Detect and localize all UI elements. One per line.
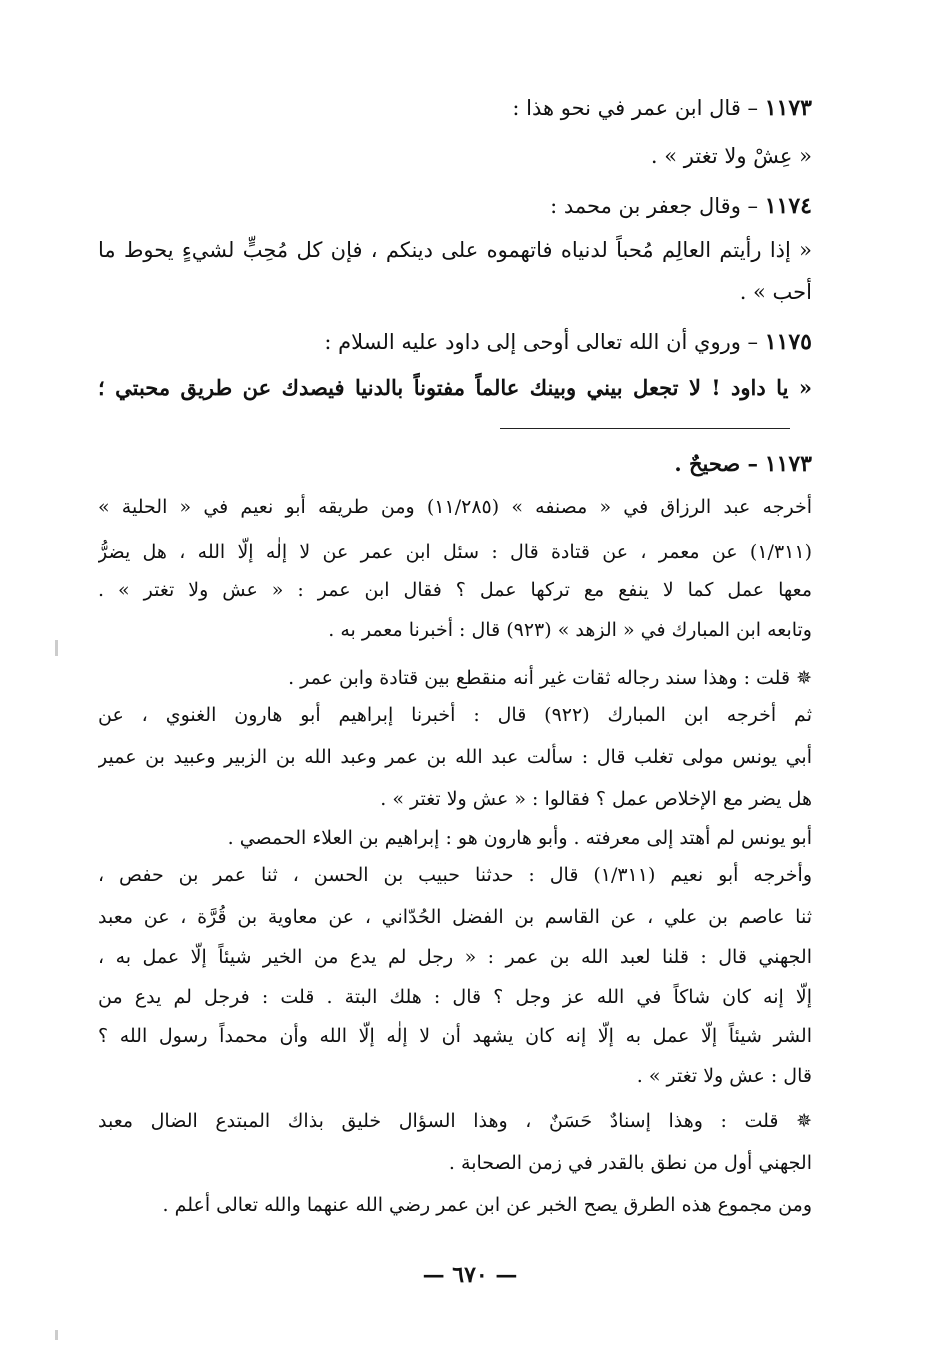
entry-1173-quote: « عِشْ ولا تغتر » .	[650, 144, 812, 168]
entry-number: ١١٧٤	[764, 193, 812, 219]
entry-1175-intro	[98, 326, 812, 358]
page-number-value: ٦٧٠	[452, 1262, 488, 1288]
footnote-line: (١/٣١١) عن معمر ، عن قتادة قال : سئل ابن عمر عن لا إلٰه إلّا الله ، هل يضرُّ	[98, 541, 812, 563]
footnote-note-line: ✵ قلت : وهذا إسنادٌ حَسَنٌ ، وهذا السؤال خليق بذاك المبتدع الضال معبد	[98, 1110, 812, 1132]
entry-1174-quote-line2: أحب » .	[739, 280, 812, 304]
entry-1175-quote: « يا داود ! لا تجعل بيني وبينك عالماً مفتوناً بالدنيا فيصدك عن طريق محبتي ؛	[98, 375, 812, 400]
entry-1173-intro	[98, 92, 812, 124]
footnote-grade: – صحيحٌ .	[674, 451, 759, 476]
page-number-dash: —	[487, 1262, 518, 1288]
footnote-line: وتابعه ابن المبارك في « الزهد » (٩٢٣) قال : أخبرنا معمر به .	[328, 619, 812, 641]
footnote-line: ومن مجموع هذه الطرق يصح الخبر عن ابن عمر رضي الله عنهما والله تعالى أعلم .	[162, 1194, 812, 1216]
page-number-dash: —	[422, 1262, 453, 1288]
footnote-line: ثم أخرجه ابن المبارك (٩٢٢) قال : أخبرنا إبراهيم أبو هارون الغنوي ، عن	[98, 704, 812, 726]
footnote-line: إلّا إنه كان شاكاً في الله عز وجل ؟ قال : هلك البتة . قلت : فرجل لم يدع من	[98, 986, 812, 1008]
footnote-line: الشر شيئاً إلّا عمل به إلّا إنه كان يشهد أن لا إلٰه إلّا الله وأن محمداً رسول الله ؟	[98, 1025, 812, 1047]
footnote-line: الجهني أول من نطق بالقدر في زمن الصحابة .	[448, 1152, 812, 1174]
entry-number: ١١٧٣	[764, 95, 812, 121]
entry-1174-quote-line1: « إذا رأيتم العالِم مُحباً لدنياه فاتهموه على دينكم ، فإن كل مُحِبٍّ لشيءٍ يحوط ما	[98, 238, 812, 262]
page-number	[0, 1262, 940, 1288]
footnote-note-line: ✵ قلت : وهذا سند رجاله ثقات غير أنه منقطع بين قتادة وابن عمر .	[288, 667, 812, 689]
footnote-line: قال : عش ولا تغتر » .	[636, 1065, 812, 1087]
footnote-separator	[500, 428, 790, 429]
footnote-line: معها عمل كما لا ينفع مع تركها عمل ؟ فقال ابن عمر : « عش ولا تغتر » .	[98, 579, 812, 601]
footnote-number: ١١٧٣	[764, 451, 812, 477]
footnote-heading	[98, 448, 812, 480]
footnote-line: أبو يونس لم أهتد إلى معرفته . وأبو هارون هو : إبراهيم بن العلاء الحمصي .	[227, 827, 812, 849]
footnote-line: أخرجه عبد الرزاق في « مصنفه » (١١/٢٨٥) ومن طريقه أبو نعيم في « الحلية »	[98, 496, 812, 518]
scan-edge-mark	[55, 640, 58, 656]
scan-edge-mark	[55, 1330, 58, 1340]
footnote-line: أبي يونس مولى تغلب قال : سألت عبد الله بن عمر وعبد الله بن الزبير وعبيد بن عمير	[98, 746, 812, 768]
footnote-line: وأخرجه أبو نعيم (١/٣١١) قال : حدثنا حبيب بن الحسن ، ثنا عمر بن حفص ،	[98, 864, 812, 886]
entry-intro-text: – قال ابن عمر في نحو هذا :	[512, 96, 759, 120]
footnote-line: ثنا عاصم بن علي ، عن القاسم بن الفضل الحُدّاني ، عن معاوية بن قُرَّة ، عن معبد	[98, 906, 812, 928]
entry-1174-intro	[98, 190, 812, 222]
entry-intro-text: – وقال جعفر بن محمد :	[550, 194, 759, 218]
entry-intro-text: – وروي أن الله تعالى أوحى إلى داود عليه السلام :	[324, 330, 759, 354]
footnote-line: الجهني قال : قلنا لعبد الله بن عمر : « رجل لم يدع من الخير شيئاً إلّا عمل به ،	[98, 946, 812, 968]
entry-number: ١١٧٥	[764, 329, 812, 355]
footnote-line: هل يضر مع الإخلاص عمل ؟ فقالوا : « عش ولا تغتر » .	[380, 788, 812, 810]
